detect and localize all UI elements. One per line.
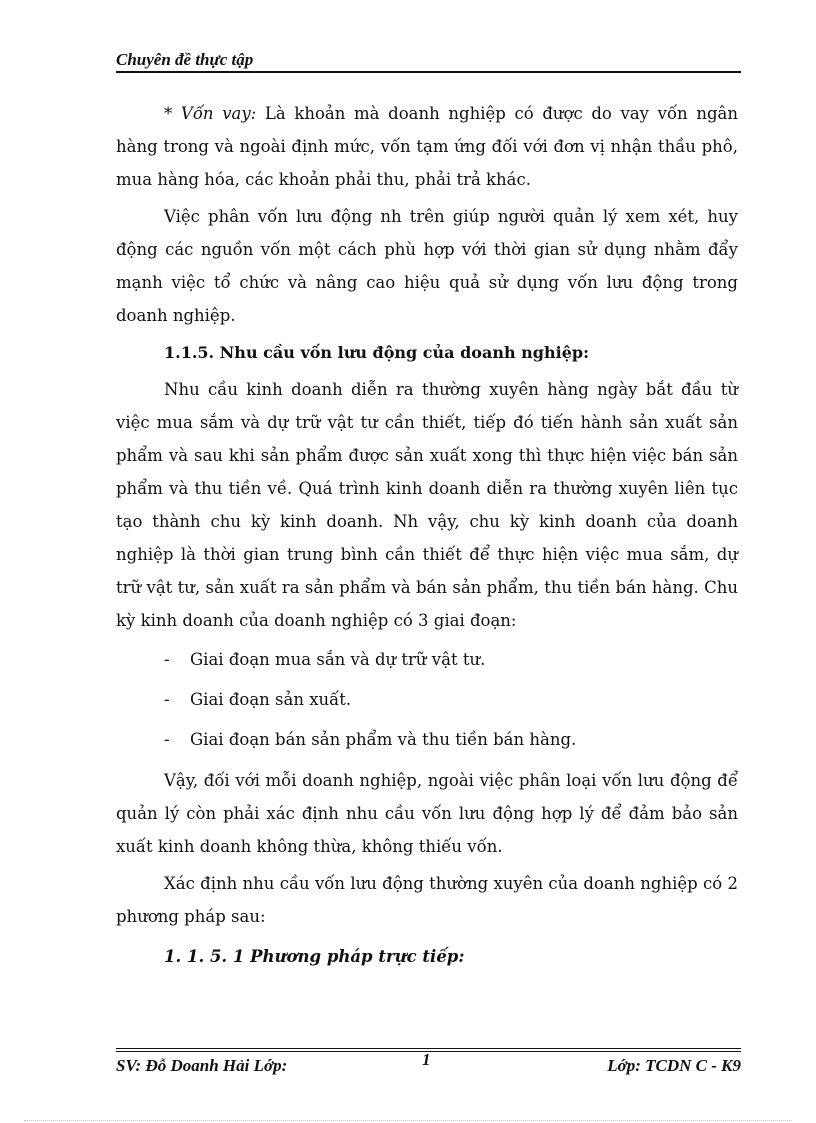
paragraph-business-cycle: Nhu cầu kinh doanh diễn ra thường xuyên hàng ngày bắt đầu từ việc mua sắm và dự trữ vật tư cần thiết, tiếp đó tiến hành sản xuất sản phẩm và sau khi sản phẩm được sản xuất xong thì thực hiện việc bán sản phẩm và thu tiền về. Quá trình kinh doanh diễn ra thường xuyên liên tục tạo thành chu kỳ kinh doanh. Nh vậy, chu kỳ kinh doanh của doanh nghiệp là thời gian trung bình cần thiết để thực hiện việc mua sắm, dự trữ vật tư, sản xuất ra sản phẩm và bán sản phẩm, thu tiền bán hàng. Chu kỳ kinh doanh của doanh nghiệp có 3 giai đoạn: (116, 380, 738, 630)
section-heading-1-1-5: 1.1.5. Nhu cầu vốn lưu động của doanh nghiệp: (164, 343, 589, 362)
list-item (116, 720, 738, 760)
section-heading-1-1-5-1: 1. 1. 5. 1 Phương pháp trực tiếp: (164, 947, 465, 966)
list-dash: - (164, 730, 170, 749)
footer-class: Lớp: TCDN C - K9 (607, 1056, 741, 1075)
page-number: 1 (422, 1050, 431, 1069)
list-item-text: Giai đoạn mua sắn và dự trữ vật tư. (190, 650, 486, 669)
paragraph-capital-classification: Việc phân vốn lưu động nh trên giúp người quản lý xem xét, huy động các nguồn vốn một cách phù hợp với thời gian sử dụng nhằm đẩy mạnh việc tổ chức và nâng cao hiệu quả sử dụng vốn lưu động trong doanh nghiệp. (116, 207, 738, 325)
page-edge-divider (24, 1120, 792, 1121)
loan-capital-label: * Vốn vay: (164, 104, 257, 123)
list-dash: - (164, 690, 170, 709)
document-body (116, 97, 738, 973)
list-item-text: Giai đoạn sản xuất. (190, 690, 352, 709)
page-header (116, 50, 741, 73)
list-item-text: Giai đoạn bán sản phẩm và thu tiền bán hàng. (190, 730, 577, 749)
list-item (116, 680, 738, 720)
paragraph-working-capital-needs: Vậy, đối với mỗi doanh nghiệp, ngoài việc phân loại vốn lưu động để quản lý còn phải xác định nhu cầu vốn lưu động hợp lý để đảm bảo sản xuất kinh doanh không thừa, không thiếu vốn. (116, 771, 738, 856)
stage-list (116, 640, 738, 760)
list-dash: - (164, 650, 170, 669)
footer-row (116, 1050, 741, 1078)
footer-student: SV: Đỗ Doanh Hải Lớp: (116, 1056, 288, 1075)
loan-capital-text: Là khoản mà doanh nghiệp có được do vay vốn ngân hàng trong và ngoài định mức, vốn tạm ứng đối với đơn vị nhận thầu phô, mua hàng hóa, các khoản phải thu, phải trả khác. (116, 104, 738, 189)
header-title: Chuyên đề thực tập (116, 50, 254, 69)
header-rule (116, 71, 741, 73)
paragraph-methods-intro: Xác định nhu cầu vốn lưu động thường xuyên của doanh nghiệp có 2 phương pháp sau: (116, 874, 738, 926)
paragraph-loan-capital (116, 97, 738, 196)
page-footer (116, 1048, 741, 1078)
footer-rule (116, 1048, 741, 1049)
list-item (116, 640, 738, 680)
